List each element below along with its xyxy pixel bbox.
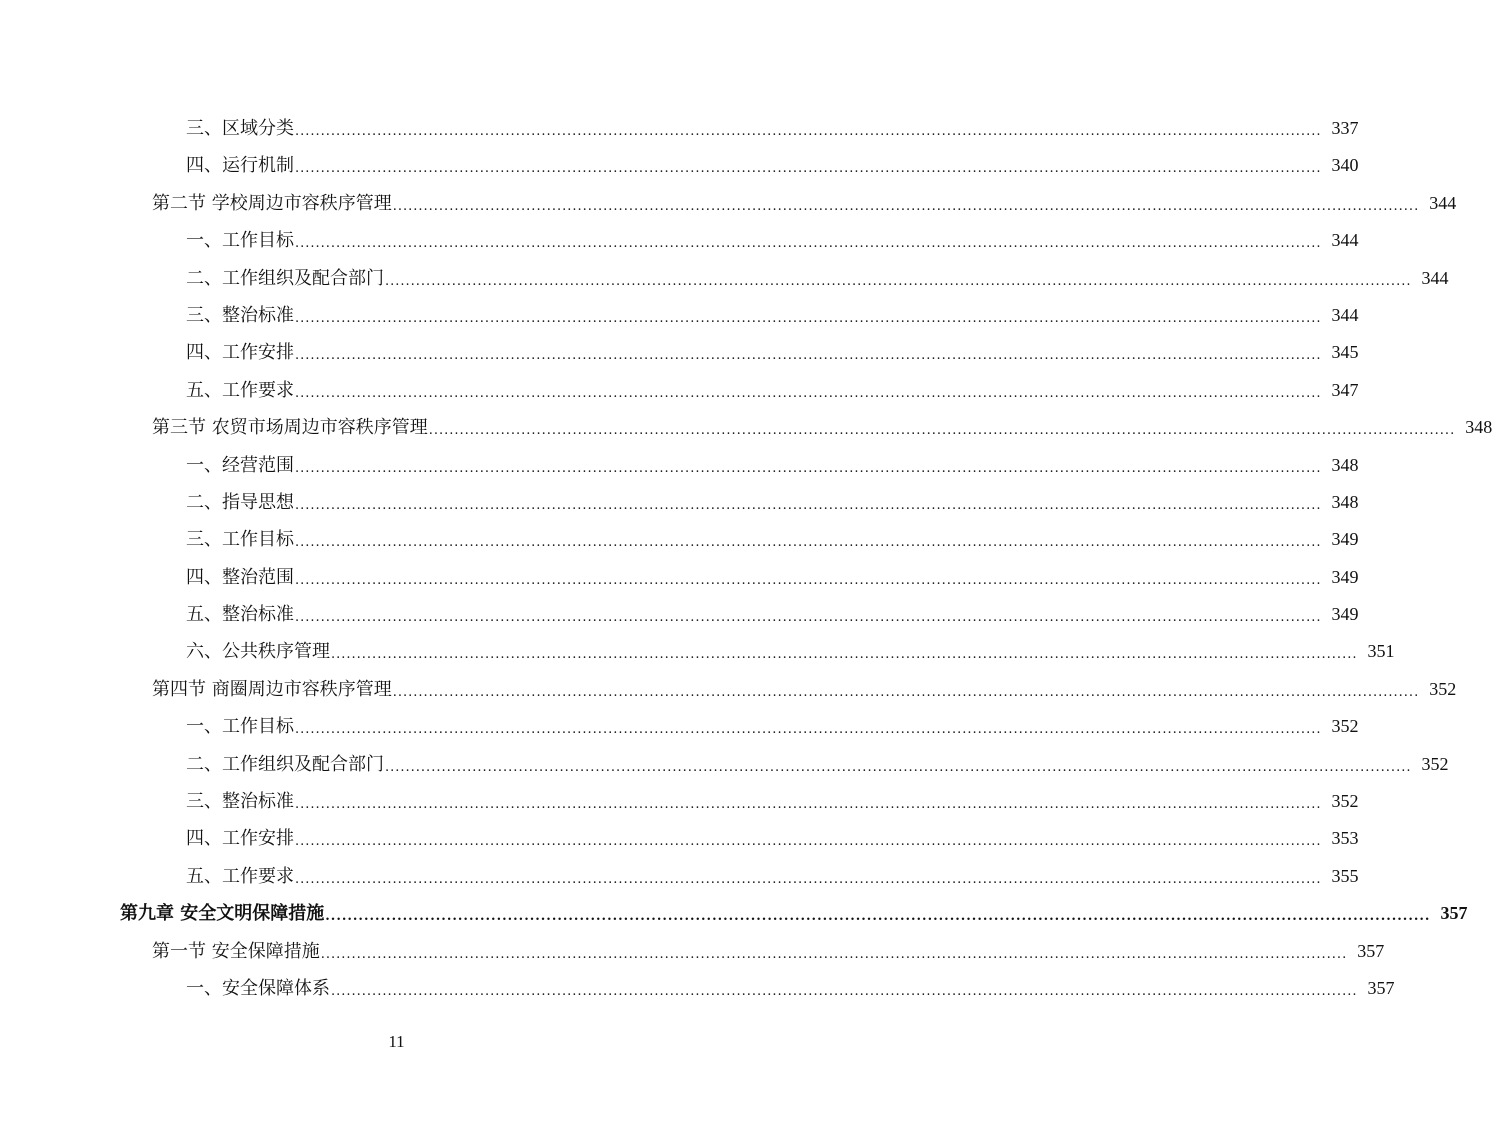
toc-entry-item[interactable] [0, 970, 1395, 1007]
toc-entry-item[interactable] [0, 521, 1359, 558]
toc-entry-item[interactable] [0, 260, 1449, 297]
toc-leader-dots: ........................................................................................................................................................................................................ [295, 348, 1322, 364]
toc-entry-title: 一、工作目标 [186, 716, 294, 738]
toc-leader-dots: ........................................................................................................................................................................................................ [385, 759, 1412, 775]
toc-entry-page: 352 [1331, 791, 1359, 812]
toc-leader-dots: ........................................................................................................................................................................................................ [295, 460, 1322, 476]
toc-entry-item[interactable] [0, 334, 1359, 371]
toc-entry-item[interactable] [0, 447, 1359, 484]
toc-entry-item[interactable] [0, 147, 1359, 184]
toc-entry-page: 351 [1367, 641, 1395, 662]
toc-leader-dots: ........................................................................................................................................................................................................ [325, 909, 1431, 925]
toc-leader-dots: ........................................................................................................................................................................................................ [331, 647, 1358, 663]
toc-entry-page: 348 [1331, 491, 1359, 512]
toc-entry-title: 五、整治标准 [186, 604, 294, 626]
toc-entry-title: 第三节 农贸市场周边市容秩序管理 [152, 417, 428, 439]
toc-leader-dots: ........................................................................................................................................................................................................ [428, 423, 1456, 439]
toc-entry-page: 348 [1465, 417, 1492, 438]
toc-leader-dots: ........................................................................................................................................................................................................ [295, 610, 1322, 626]
toc-entry-page: 344 [1331, 304, 1359, 325]
toc-entry-page: 340 [1331, 155, 1359, 176]
toc-entry-title: 第二节 学校周边市容秩序管理 [152, 192, 392, 214]
toc-entry-item[interactable] [0, 559, 1359, 596]
toc-entry-title: 第一节 安全保障措施 [152, 940, 320, 962]
toc-leader-dots: ........................................................................................................................................................................................................ [295, 161, 1322, 177]
toc-entry-item[interactable] [0, 484, 1359, 521]
toc-entry-title: 五、工作要求 [186, 865, 294, 887]
page-number: 11 [388, 1032, 405, 1051]
toc-entry-page: 352 [1331, 716, 1359, 737]
toc-entry-page: 347 [1331, 379, 1359, 400]
toc-leader-dots: ........................................................................................................................................................................................................ [320, 946, 1348, 962]
toc-entry-item[interactable] [0, 708, 1359, 745]
toc-entry-section[interactable] [0, 671, 1457, 708]
toc-entry-title: 三、整治标准 [186, 791, 294, 813]
toc-entry-page: 352 [1429, 678, 1457, 699]
toc-entry-item[interactable] [0, 858, 1359, 895]
toc-entry-title: 六、公共秩序管理 [186, 641, 330, 663]
toc-entry-page: 344 [1429, 192, 1457, 213]
toc-entry-title: 四、工作安排 [186, 342, 294, 364]
toc-entry-item[interactable] [0, 820, 1359, 857]
toc-entry-page: 344 [1331, 230, 1359, 251]
toc-leader-dots: ........................................................................................................................................................................................................ [295, 385, 1322, 401]
toc-entry-item[interactable] [0, 746, 1449, 783]
toc-entry-item[interactable] [0, 222, 1359, 259]
toc-leader-dots: ........................................................................................................................................................................................................ [295, 572, 1322, 588]
toc-entry-section[interactable] [0, 409, 1492, 446]
toc-entry-title: 四、整治范围 [186, 566, 294, 588]
toc-entry-page: 353 [1331, 828, 1359, 849]
toc-leader-dots: ........................................................................................................................................................................................................ [295, 722, 1322, 738]
toc-entry-title: 三、工作目标 [186, 529, 294, 551]
toc-leader-dots: ........................................................................................................................................................................................................ [295, 834, 1322, 850]
toc-entry-item[interactable] [0, 783, 1359, 820]
toc-entry-chapter[interactable] [0, 895, 1468, 932]
toc-leader-dots: ........................................................................................................................................................................................................ [295, 497, 1322, 513]
toc-leader-dots: ........................................................................................................................................................................................................ [392, 198, 1420, 214]
toc-entry-title: 第四节 商圈周边市容秩序管理 [152, 678, 392, 700]
toc-entry-page: 352 [1421, 753, 1449, 774]
toc-entry-section[interactable] [0, 933, 1385, 970]
toc-entry-title: 一、工作目标 [186, 230, 294, 252]
toc-entry-page: 357 [1440, 903, 1468, 924]
toc-entry-page: 349 [1331, 604, 1359, 625]
toc-entry-page: 349 [1331, 529, 1359, 550]
toc-entry-item[interactable] [0, 633, 1395, 670]
toc-entry-title: 四、工作安排 [186, 828, 294, 850]
toc-entry-title: 二、工作组织及配合部门 [186, 753, 384, 775]
toc-leader-dots: ........................................................................................................................................................................................................ [385, 273, 1412, 289]
toc-entry-title: 二、指导思想 [186, 491, 294, 513]
toc-leader-dots: ........................................................................................................................................................................................................ [331, 983, 1358, 999]
toc-entry-title: 一、安全保障体系 [186, 977, 330, 999]
toc-leader-dots: ........................................................................................................................................................................................................ [295, 871, 1322, 887]
toc-leader-dots: ........................................................................................................................................................................................................ [295, 236, 1322, 252]
toc-leader-dots: ........................................................................................................................................................................................................ [295, 310, 1322, 326]
toc-entry-page: 357 [1357, 940, 1385, 961]
toc-leader-dots: ........................................................................................................................................................................................................ [295, 535, 1322, 551]
toc-leader-dots: ........................................................................................................................................................................................................ [295, 124, 1322, 139]
toc-entry-title: 一、经营范围 [186, 454, 294, 476]
toc-entry-page: 348 [1331, 454, 1359, 475]
toc-entry-title: 四、运行机制 [186, 155, 294, 177]
toc-entry-title: 三、整治标准 [186, 304, 294, 326]
toc-entry-page: 349 [1331, 566, 1359, 587]
toc-entry-title: 第九章 安全文明保障措施 [120, 903, 325, 925]
toc-entry-page: 355 [1331, 865, 1359, 886]
toc-entry-section[interactable] [0, 185, 1457, 222]
toc-entry-page: 337 [1331, 118, 1359, 138]
toc-entry-item[interactable] [0, 110, 1359, 147]
toc-entry-item[interactable] [0, 372, 1359, 409]
toc-entry-page: 345 [1331, 342, 1359, 363]
toc-leader-dots: ........................................................................................................................................................................................................ [392, 684, 1420, 700]
table-of-contents [0, 110, 1492, 1007]
toc-entry-title: 二、工作组织及配合部门 [186, 267, 384, 289]
toc-leader-dots: ........................................................................................................................................................................................................ [295, 797, 1322, 813]
toc-entry-item[interactable] [0, 297, 1359, 334]
toc-entry-page: 357 [1367, 977, 1395, 998]
toc-entry-item[interactable] [0, 596, 1359, 633]
toc-entry-title: 五、工作要求 [186, 379, 294, 401]
toc-entry-page: 344 [1421, 267, 1449, 288]
toc-entry-title: 三、区域分类 [186, 118, 294, 139]
